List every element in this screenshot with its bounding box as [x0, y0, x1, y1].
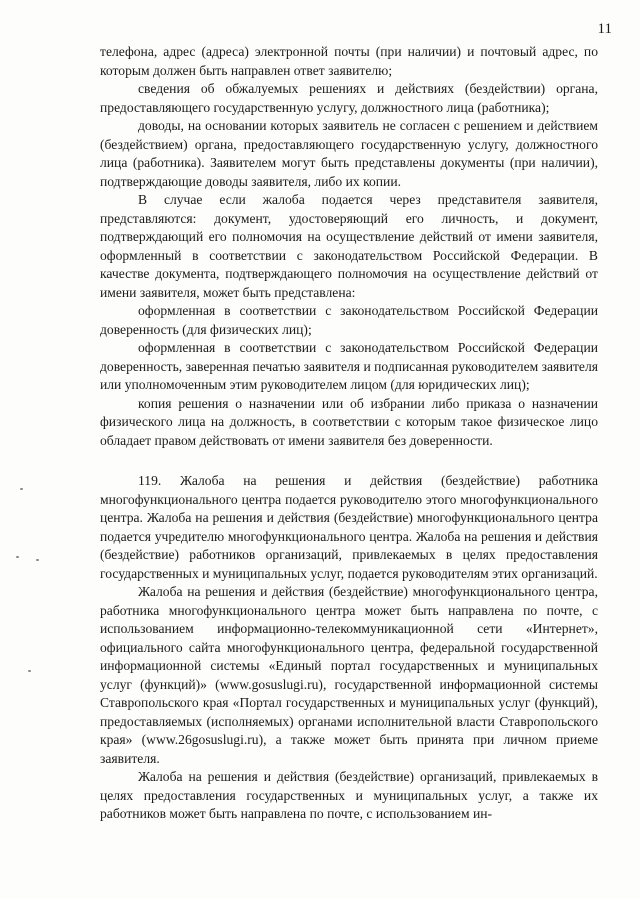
paragraph: Жалоба на решения и действия (бездействие) организаций, привлекаемых в целях предоставления государственных и муниципальных услуг, а также их работников может быть направлена по почте, с использованием ин- [100, 769, 598, 821]
paragraph: копия решения о назначении или об избрании либо приказа о назначении физического лица на должность, в соответствии с которым такое физическое лицо обладает правом действовать от имени заявителя без доверенности. [100, 395, 598, 448]
paragraph: доводы, на основании которых заявитель не согласен с решением и действием (бездействием) органа, предоставляющего государственную услугу, должностного лица (работника). Заявителем могут быть представлены документы (при наличии), подтверждающие доводы заявителя, либо их копии. [100, 118, 598, 189]
scan-speck [20, 488, 23, 490]
text-section-119 [100, 472, 598, 824]
scan-speck [28, 670, 31, 672]
paragraph: оформленная в соответствии с законодательством Российской Федерации доверенность, заверенная печатью заявителя и подписанная руководителем заявителя или уполномоченным этим руководителем лицом (для юридических лиц); [100, 340, 598, 392]
paragraph: 119. Жалоба на решения и действия (бездействие) работника многофункционального центра подается руководителю этого многофункционального центра. Жалоба на решения и действия (бездействие) многофункционального центра подается учредителю многофункционального центра. Жалоба на решения и действия (бездействие) работников организаций, привлекаемых в целях предоставления государственных и муниципальных услуг, подается руководителям этих организаций. [100, 473, 598, 581]
paragraph: сведения об обжалуемых решениях и действиях (бездействии) органа, предоставляющего государственную услугу, должностного лица (работника); [100, 81, 598, 115]
paragraph: Жалоба на решения и действия (бездействие) многофункционального центра, работника многофункционального центра может быть направлена по почте, с использованием информационно-телекоммуникационной сети «Интернет», официального сайта многофункционального центра, федеральной государственной информационной системы «Единый портал государственных и муниципальных услуг (функций)» (www.gosuslugi.ru), государственной информационной системы Ставропольского края «Портал государственных и муниципальных услуг (функций), предоставляемых (исполняемых) органами исполнительной власти Ставропольского края» (www.26gosuslugi.ru), а также может быть принята при личном приеме заявителя. [100, 584, 598, 766]
page-number: 11 [597, 21, 612, 37]
scan-speck [16, 556, 19, 558]
paragraph: оформленная в соответствии с законодательством Российской Федерации доверенность (для физических лиц); [100, 303, 598, 337]
paragraph: телефона, адрес (адреса) электронной почты (при наличии) и почтовый адрес, по которым должен быть направлен ответ заявителю; [100, 44, 598, 78]
scan-speck [36, 559, 39, 561]
paragraph: В случае если жалоба подается через представителя заявителя, представляются: документ, удостоверяющий его личность, и документ, подтверждающий его полномочия на осуществление действий от имени заявителя, оформленный в соответствии с законодательством Российской Федерации. В качестве документа, подтверждающего полномочия на осуществление действий от имени заявителя, может быть представлена: [100, 192, 598, 300]
text-section-requirements [100, 43, 598, 450]
